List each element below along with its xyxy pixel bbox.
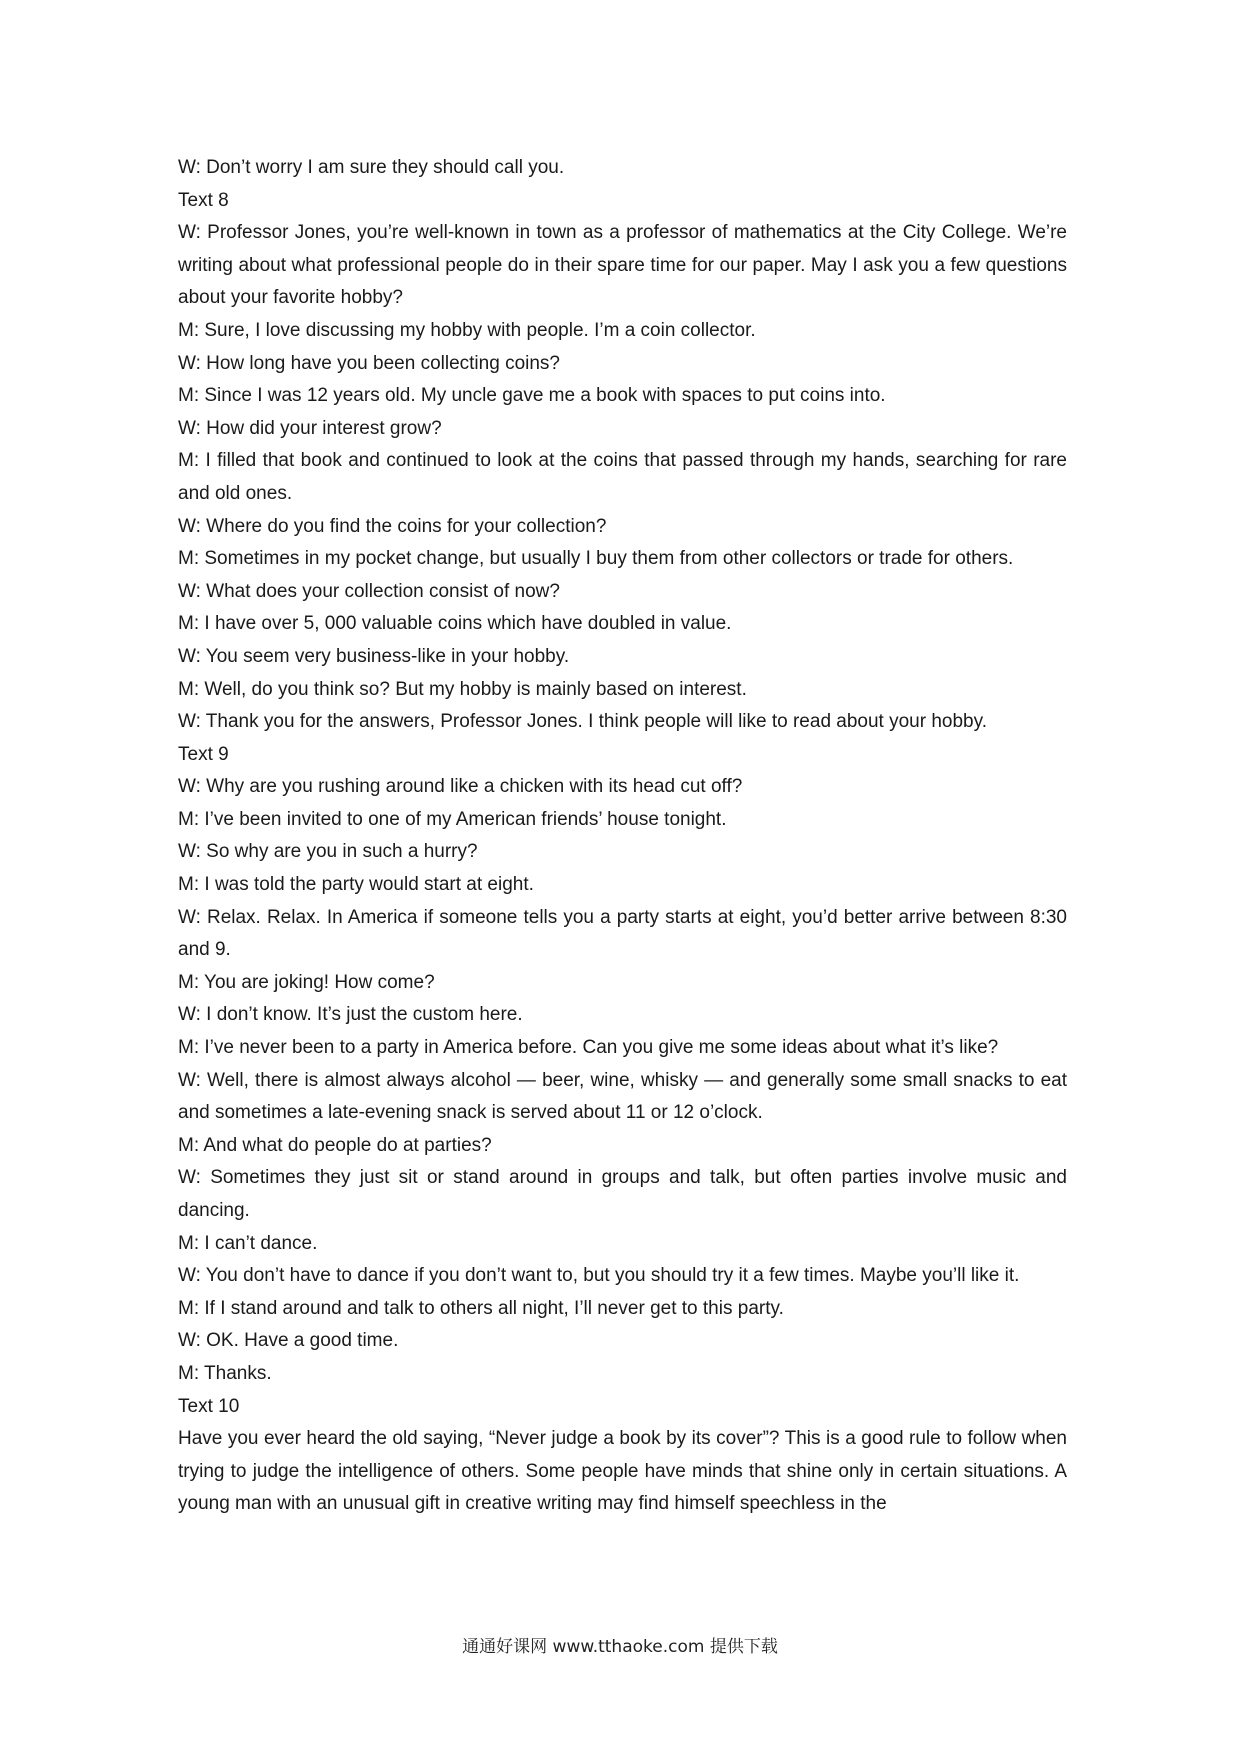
dialogue-line: M: Since I was 12 years old. My uncle gave me a book with spaces to put coins into.: [178, 385, 886, 407]
page-footer: 通通好课网 www.tthaoke.com 提供下载: [462, 1637, 778, 1657]
dialogue-line: M: If I stand around and talk to others all night, I’ll never get to this party.: [178, 1297, 784, 1319]
dialogue-line: M: I have over 5, 000 valuable coins which have doubled in value.: [178, 613, 732, 635]
dialogue-line: M: I’ve never been to a party in America before. Can you give me some ideas about what it’s like?: [178, 1037, 999, 1059]
dialogue-line: M: Thanks.: [178, 1362, 272, 1384]
dialogue-line: W: Where do you find the coins for your collection?: [178, 515, 607, 537]
dialogue-line: W: How long have you been collecting coins?: [178, 352, 560, 374]
dialogue-line: W: Why are you rushing around like a chicken with its head cut off?: [178, 776, 743, 798]
dialogue-line: W: OK. Have a good time.: [178, 1330, 399, 1352]
dialogue-line: W: Relax. Relax. In America if someone tells you a party starts at eight, you’d better arrive between 8:30 and 9.: [178, 906, 1067, 961]
dialogue-line: W: Sometimes they just sit or stand around in groups and talk, but often parties involve music and dancing.: [178, 1167, 1067, 1221]
dialogue-line: M: And what do people do at parties?: [178, 1134, 492, 1156]
section-heading: Text 9: [178, 743, 229, 765]
dialogue-line: W: You don’t have to dance if you don’t want to, but you should try it a few times. Maybe you’ll like it.: [178, 1265, 1020, 1287]
dialogue-line: M: I’ve been invited to one of my American friends’ house tonight.: [178, 808, 727, 830]
dialogue-line: M: I can’t dance.: [178, 1232, 318, 1254]
dialogue-line: W: Don’t worry I am sure they should call you.: [178, 157, 565, 178]
section-heading: Text 8: [178, 189, 229, 211]
section-heading: Text 10: [178, 1395, 240, 1417]
dialogue-line: W: Thank you for the answers, Professor Jones. I think people will like to read about your hobby.: [178, 711, 987, 733]
dialogue-line: M: I was told the party would start at eight.: [178, 874, 534, 896]
dialogue-line: W: What does your collection consist of now?: [178, 580, 560, 602]
dialogue-line: W: Well, there is almost always alcohol — beer, wine, whisky — and generally some small snacks to eat and sometimes a late-evening snack is served about 11 or 12 o’clock.: [178, 1069, 1067, 1124]
dialogue-line: Have you ever heard the old saying, “Never judge a book by its cover”? This is a good rule to follow when trying to judge the intelligence of others. Some people have minds that shine only in certain situations. A young man with an unusual gift in creative writing may find himself speechless in the: [178, 1428, 1067, 1515]
dialogue-line: W: I don’t know. It’s just the custom here.: [178, 1004, 523, 1026]
dialogue-line: M: Sometimes in my pocket change, but usually I buy them from other collectors or trade for others.: [178, 548, 1014, 570]
dialogue-line: W: How did your interest grow?: [178, 417, 442, 439]
dialogue-line: W: You seem very business-like in your hobby.: [178, 645, 570, 667]
dialogue-line: M: Well, do you think so? But my hobby is mainly based on interest.: [178, 678, 747, 700]
dialogue-line: M: Sure, I love discussing my hobby with people. I’m a coin collector.: [178, 319, 756, 341]
dialogue-line: W: So why are you in such a hurry?: [178, 841, 478, 863]
dialogue-line: M: You are joking! How come?: [178, 971, 435, 993]
dialogue-line: M: I filled that book and continued to look at the coins that passed through my hands, searching for rare and old ones.: [178, 450, 1067, 504]
transcript-body: [178, 152, 1067, 1521]
dialogue-line: W: Professor Jones, you’re well-known in town as a professor of mathematics at the City College. We’re writing about what professional people do in their spare time for our paper. May I ask you a few questions about your favorite hobby?: [178, 222, 1067, 309]
